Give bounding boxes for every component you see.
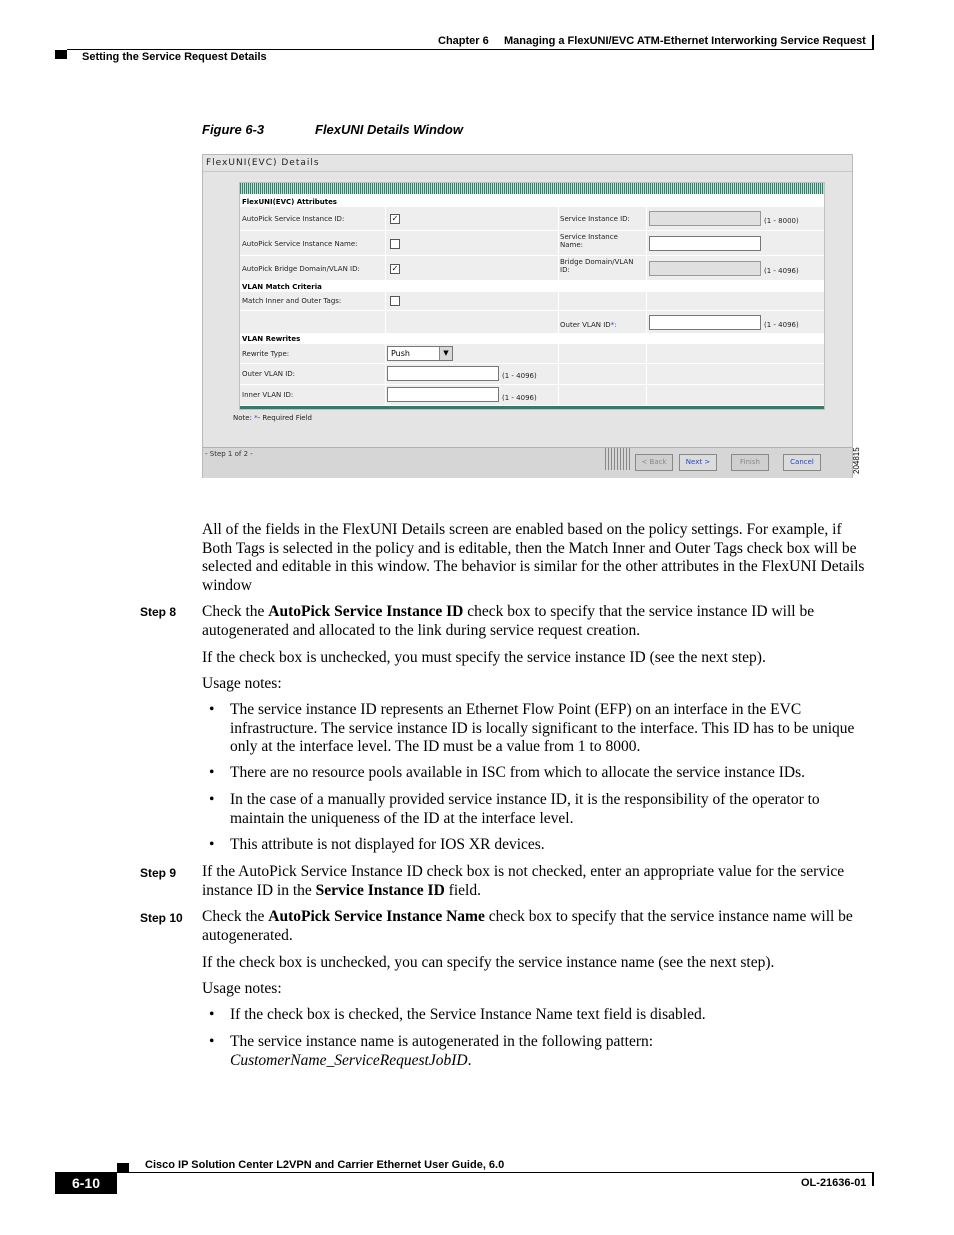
label-service-id: Service Instance ID: [560, 215, 630, 223]
cancel-button[interactable]: Cancel [783, 454, 821, 471]
label-match-tags: Match Inner and Outer Tags: [242, 297, 342, 305]
figure-id-wrap [852, 447, 862, 510]
section-title: Setting the Service Request Details [82, 51, 267, 63]
step9-text: If the AutoPick Service Instance ID check box is not checked, enter an appropriate value for the service instance ID in the Service Instance ID field. [202, 863, 845, 899]
footer-right-bar [872, 1173, 874, 1186]
bullet-text: In the case of a manually provided service instance ID, it is the responsibility of the operator to maintain the uniqueness of the ID at the interface level. [230, 791, 820, 827]
panel-footer-bar [240, 406, 824, 409]
figure-caption [202, 122, 463, 137]
bullet: • [209, 1006, 215, 1023]
service-id-field[interactable] [649, 211, 761, 226]
service-id-range: (1 - 8000) [764, 217, 799, 225]
label-outer-vlan-match: Outer VLAN ID*: [560, 321, 617, 329]
bullet: • [209, 1033, 215, 1050]
label-rewrite-type: Rewrite Type: [242, 350, 290, 358]
next-button[interactable]: Next > [679, 454, 717, 471]
footer-marker [117, 1163, 129, 1172]
rewrite-type-value: Push [391, 349, 410, 358]
chapter-title: Managing a FlexUNI/EVC ATM-Ethernet Interworking Service Request [504, 35, 866, 47]
chapter-number: Chapter 6 [438, 35, 489, 47]
label-autopick-id: AutoPick Service Instance ID: [242, 215, 345, 223]
section-match: VLAN Match Criteria [242, 283, 322, 291]
row-inner-vlan [240, 385, 824, 406]
bullet: • [209, 791, 215, 808]
usage-notes-1: Usage notes: [202, 675, 282, 692]
bullet: • [209, 764, 215, 781]
section-rewrites: VLAN Rewrites [242, 335, 301, 343]
step-indicator: - Step 1 of 2 - [205, 450, 253, 458]
page-number: 6-10 [55, 1173, 117, 1194]
figure-id: 204815 [852, 447, 861, 474]
row-autopick-bd [240, 256, 824, 281]
back-button[interactable]: < Back [635, 454, 673, 471]
figure-title: FlexUNI Details Window [315, 122, 463, 137]
bridge-domain-range: (1 - 4096) [764, 267, 799, 275]
step9-label: Step 9 [140, 866, 177, 880]
title-divider [203, 171, 852, 172]
rewrite-type-select[interactable] [387, 346, 453, 361]
figure-number: Figure 6-3 [202, 122, 265, 137]
bullet-text: The service instance ID represents an Ethernet Flow Point (EFP) on an interface in the EVC infrastructure. The service instance ID is locally significant to the interface. This ID has to be unique only at the interface level. The ID must be a value from 1 to 8000. [230, 701, 855, 756]
label-bridge-domain: Bridge Domain/VLAN ID: [560, 258, 634, 274]
section-attributes: FlexUNI(EVC) Attributes [242, 198, 337, 206]
step8-text: Check the AutoPick Service Instance ID check box to specify that the service instance ID will be autogenerated and allocated to the link during service request creation. [202, 603, 815, 639]
finish-button[interactable]: Finish [731, 454, 769, 471]
row-match-tags [240, 292, 824, 311]
row-outer-vlan [240, 364, 824, 385]
intro-paragraph: All of the fields in the FlexUNI Details screen are enabled based on the policy settings. For example, if Both Tags is selected in the policy and is editable, then the Match Inner and Outer Tags check box will be selected and editable in this window. The behavior is similar for the other attributes in the FlexUNI Details window [202, 521, 865, 595]
row-outer-vlan-match [240, 311, 824, 334]
bridge-domain-field[interactable] [649, 261, 761, 276]
checkbox-autopick-id[interactable]: ✓ [391, 214, 399, 223]
step10-note: If the check box is unchecked, you can specify the service instance name (see the next step). [202, 954, 775, 971]
outer-vlan-match-range: (1 - 4096) [764, 321, 799, 329]
row-autopick-id [240, 207, 824, 231]
header-right-bar [872, 35, 874, 49]
panel-header-bar [240, 183, 824, 194]
bullet-text: This attribute is not displayed for IOS XR devices. [230, 836, 545, 853]
usage-notes-2: Usage notes: [202, 980, 282, 997]
label-service-name: Service Instance Name: [560, 233, 618, 249]
inner-vlan-field[interactable] [387, 387, 499, 402]
label-autopick-name: AutoPick Service Instance Name: [242, 240, 358, 248]
footer-rule [55, 1172, 874, 1173]
flexuni-details-window [202, 154, 853, 478]
book-title: Cisco IP Solution Center L2VPN and Carrier Ethernet User Guide, 6.0 [145, 1159, 505, 1171]
step10-text: Check the AutoPick Service Instance Name check box to specify that the service instance name will be autogenerated. [202, 908, 853, 944]
footer-pattern [605, 448, 631, 470]
step8-note: If the check box is unchecked, you must specify the service instance ID (see the next step). [202, 649, 766, 666]
bullet-text: There are no resource pools available in ISC from which to allocate the service instance IDs. [230, 764, 806, 781]
outer-vlan-field[interactable] [387, 366, 499, 381]
header-section-marker [55, 50, 67, 59]
outer-vlan-range: (1 - 4096) [502, 372, 537, 380]
header-rule [67, 49, 874, 50]
checkbox-autopick-name[interactable] [390, 239, 400, 249]
checkbox-match-tags[interactable] [390, 296, 400, 306]
doc-id: OL-21636-01 [801, 1177, 867, 1189]
chevron-down-icon: ▼ [439, 347, 452, 360]
checkbox-autopick-bd[interactable]: ✓ [391, 264, 399, 273]
wizard-footer [203, 447, 852, 478]
window-title: FlexUNI(EVC) Details [206, 158, 320, 168]
required-mark: *: [610, 321, 617, 329]
bullet: • [209, 701, 215, 718]
row-rewrite-type [240, 344, 824, 364]
outer-vlan-match-field[interactable] [649, 315, 761, 330]
inner-vlan-range: (1 - 4096) [502, 394, 537, 402]
step8-label: Step 8 [140, 605, 177, 619]
label-outer-vlan: Outer VLAN ID: [242, 370, 296, 378]
required-note: Note: *- Required Field [233, 414, 312, 422]
step10-label: Step 10 [140, 911, 183, 925]
row-autopick-name [240, 231, 824, 256]
bullet-text: If the check box is checked, the Service Instance Name text field is disabled. [230, 1006, 706, 1023]
service-name-field[interactable] [649, 236, 761, 251]
label-autopick-bd: AutoPick Bridge Domain/VLAN ID: [242, 265, 360, 273]
bullet-text: The service instance name is autogenerated in the following pattern: CustomerName_ServiceRequestJobID. [230, 1033, 654, 1069]
label-inner-vlan: Inner VLAN ID: [242, 391, 294, 399]
bullet: • [209, 836, 215, 853]
details-panel [239, 182, 825, 410]
